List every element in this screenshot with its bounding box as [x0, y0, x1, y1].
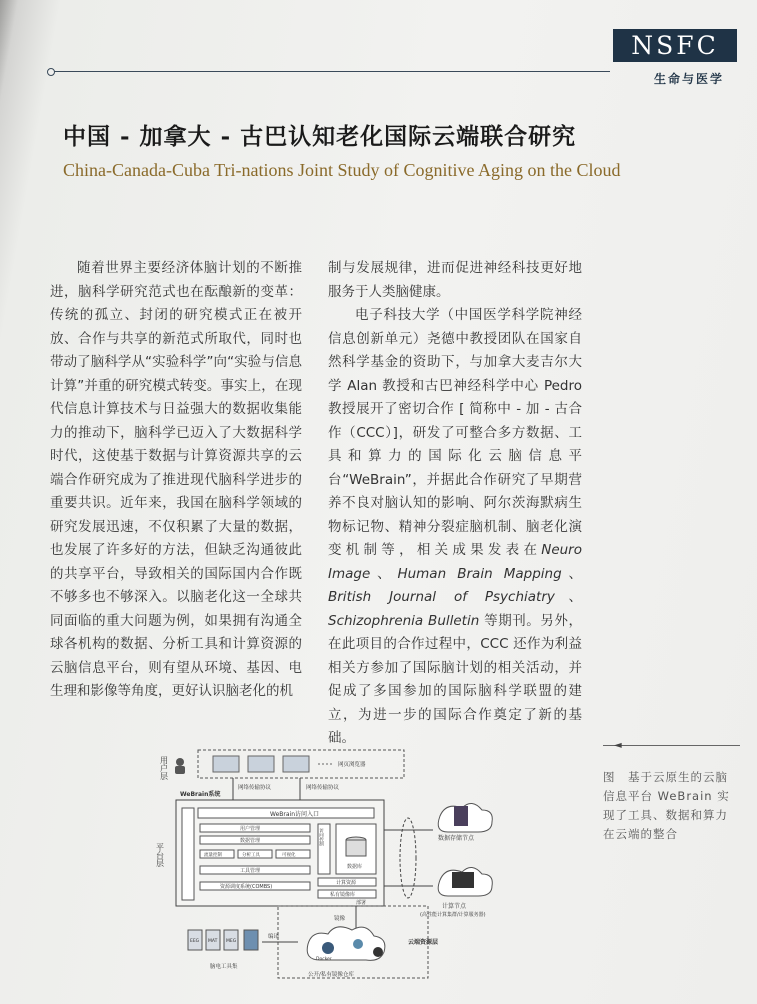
- sub-label-3: 可视化: [282, 853, 296, 858]
- browser-label: 网页浏览器: [338, 762, 366, 768]
- toolset-label: 脑电工具集: [210, 964, 238, 970]
- image-label: 镜像: [334, 916, 346, 922]
- cloud-layer-label: 云端资源层: [408, 939, 439, 946]
- compile-label: 编译: [268, 934, 280, 940]
- user-icon: [176, 758, 184, 766]
- entry-label: WeBrain访问入口: [270, 811, 320, 818]
- protocol-label-2: 网络传输协议: [306, 785, 340, 791]
- docker-label: Docker: [316, 957, 332, 962]
- tool-mgmt-label: 工具管理: [240, 868, 261, 874]
- compute-node-sub: (高性能计算集群/计算服务器): [420, 912, 486, 918]
- journal-separator: 、: [561, 565, 583, 582]
- compute-res-label: 计算资源: [336, 880, 357, 886]
- journal-separator: 、: [554, 589, 582, 605]
- journal-hbm: Human Brain Mapping: [397, 565, 562, 582]
- architecture-diagram: [155, 748, 588, 980]
- side-box: [182, 808, 194, 900]
- server-icon: [454, 806, 468, 826]
- article-title-cn: 中国 - 加拿大 - 古巴认知老化国际云端联合研究: [63, 123, 577, 150]
- body-column-left: [50, 257, 302, 704]
- platform-layer-label: 平台层: [155, 843, 165, 867]
- user-icon-body: [175, 766, 185, 774]
- private-img-label: 私有镜像库: [330, 892, 356, 898]
- database-icon-body: [346, 840, 366, 856]
- monitor-icon: [283, 756, 309, 772]
- db-label: 数据库: [347, 864, 363, 870]
- header-rule-dot: [47, 68, 55, 76]
- caption-arrow-icon: ◄: [614, 740, 622, 751]
- deploy-label: 部署: [356, 900, 367, 906]
- tool-card: [244, 930, 258, 950]
- system-label: WeBrain系统: [180, 791, 221, 798]
- repo-label: 公开/私有镜像仓库: [308, 972, 354, 978]
- paragraph-2-text-b: 等期刊。另外，在此项目的合作过程中，CCC 还作为利益相关方参加了国际脑计划的相关活动，并促成了多国参加的国际脑科学联盟的建立，为进一步的国际合作奠定了新的基础。: [328, 612, 582, 746]
- monitor-icon: [213, 756, 239, 772]
- user-layer-label: 用户层: [159, 756, 169, 780]
- journal-bjp: British Journal of Psychiatry: [328, 589, 555, 605]
- architecture-figure: [155, 748, 588, 980]
- figure-caption: 图 基于云原生的云脑信息平台 WeBrain 实现了工具、数据和算力在云端的整合: [603, 770, 730, 841]
- repo-icon: [353, 939, 363, 949]
- caption-rule: [603, 745, 740, 746]
- header-rule: [50, 71, 610, 72]
- section-label: 生命与医学: [654, 72, 725, 86]
- access-label: 访问控制: [318, 828, 324, 846]
- tool-tag-2: MAT: [208, 939, 218, 944]
- repo-icon: [373, 947, 383, 957]
- journal-neuroimage: Neuro Image: [328, 542, 582, 582]
- journal-separator: 、: [370, 565, 398, 582]
- journal-sb: Schizophrenia Bulletin: [328, 612, 480, 629]
- paragraph-2: [328, 304, 582, 751]
- paragraph-1: 随着世界主要经济体脑计划的不断推进，脑科学研究范式也在酝酿新的变革：传统的孤立、封闭的研究模式正在被开放、合作与共享的新范式所取代，同时也带动了脑科学从“实验科学”向“实验与信息计算”并重的研究模式转变。事实上，在现代信息计算技术与日益强大的数据收集能力的推动下，脑科学已迈入了大数据科学时代，这使基于数据与计算资源共享的云端合作研究成为了推进现代脑科学进步的重要共识。近年来，我国在脑科学领域的研究发展迅速，不仅积累了大量的数据，也发展了许多好的方法，但缺乏沟通彼此的共享平台，导致相关的国际国内合作既不够多也不够深入。以脑老化这一全球共同面临的重大问题为例，如果拥有沟通全球各机构的数据、分析工具和计算资源的云脑信息平台，则有望从环境、基因、电生理和影像等角度，更好认识脑老化的机: [50, 260, 302, 699]
- compute-node-label: 计算节点: [442, 903, 467, 910]
- user-mgmt-label: 用户管理: [240, 826, 261, 832]
- monitor-icon: [248, 756, 274, 772]
- cluster-icon: [452, 872, 474, 888]
- sub-label-1: 流量控制: [204, 853, 222, 858]
- data-mgmt-label: 数据管理: [240, 838, 261, 844]
- resource-label: 资源调度系统(COMBS): [220, 884, 273, 890]
- docker-icon: [322, 942, 334, 954]
- repo-cloud-icon: [307, 927, 385, 961]
- paragraph-1-continued: 制与发展规律，进而促进神经科技更好地服务于人类脑健康。: [328, 260, 582, 300]
- storage-node-label: 数据存储节点: [438, 835, 475, 842]
- tool-tag-3: MEG: [226, 939, 237, 944]
- body-column-right: [328, 257, 582, 751]
- nsfc-logo: NSFC: [613, 29, 737, 62]
- article-title-en: China-Canada-Cuba Tri-nations Joint Study of Cognitive Aging on the Cloud: [63, 160, 621, 180]
- tool-tag-1: EEG: [190, 939, 200, 944]
- sub-label-2: 分析工具: [242, 853, 260, 858]
- protocol-label-1: 网络传输协议: [238, 785, 272, 791]
- paragraph-2-text-a: 电子科技大学（中国医学科学院神经信息创新单元）尧德中教授团队在国家自然科学基金的资助下，与加拿大麦吉尔大学 Alan 教授和古巴神经科学中心 Pedro 教授展开了密切合作 [ 简称中 - 加 - 古合作（CCC）]，研发了可整合多方数据、工具和算力的国际化云脑信息平台“WeBrain”，并据此合作研究了早期营养不良对脑认知的影响、阿尔茨海默病生物标记物、精神分裂症脑机制、脑老化演变机制等，相关成果发表在: [328, 307, 582, 558]
